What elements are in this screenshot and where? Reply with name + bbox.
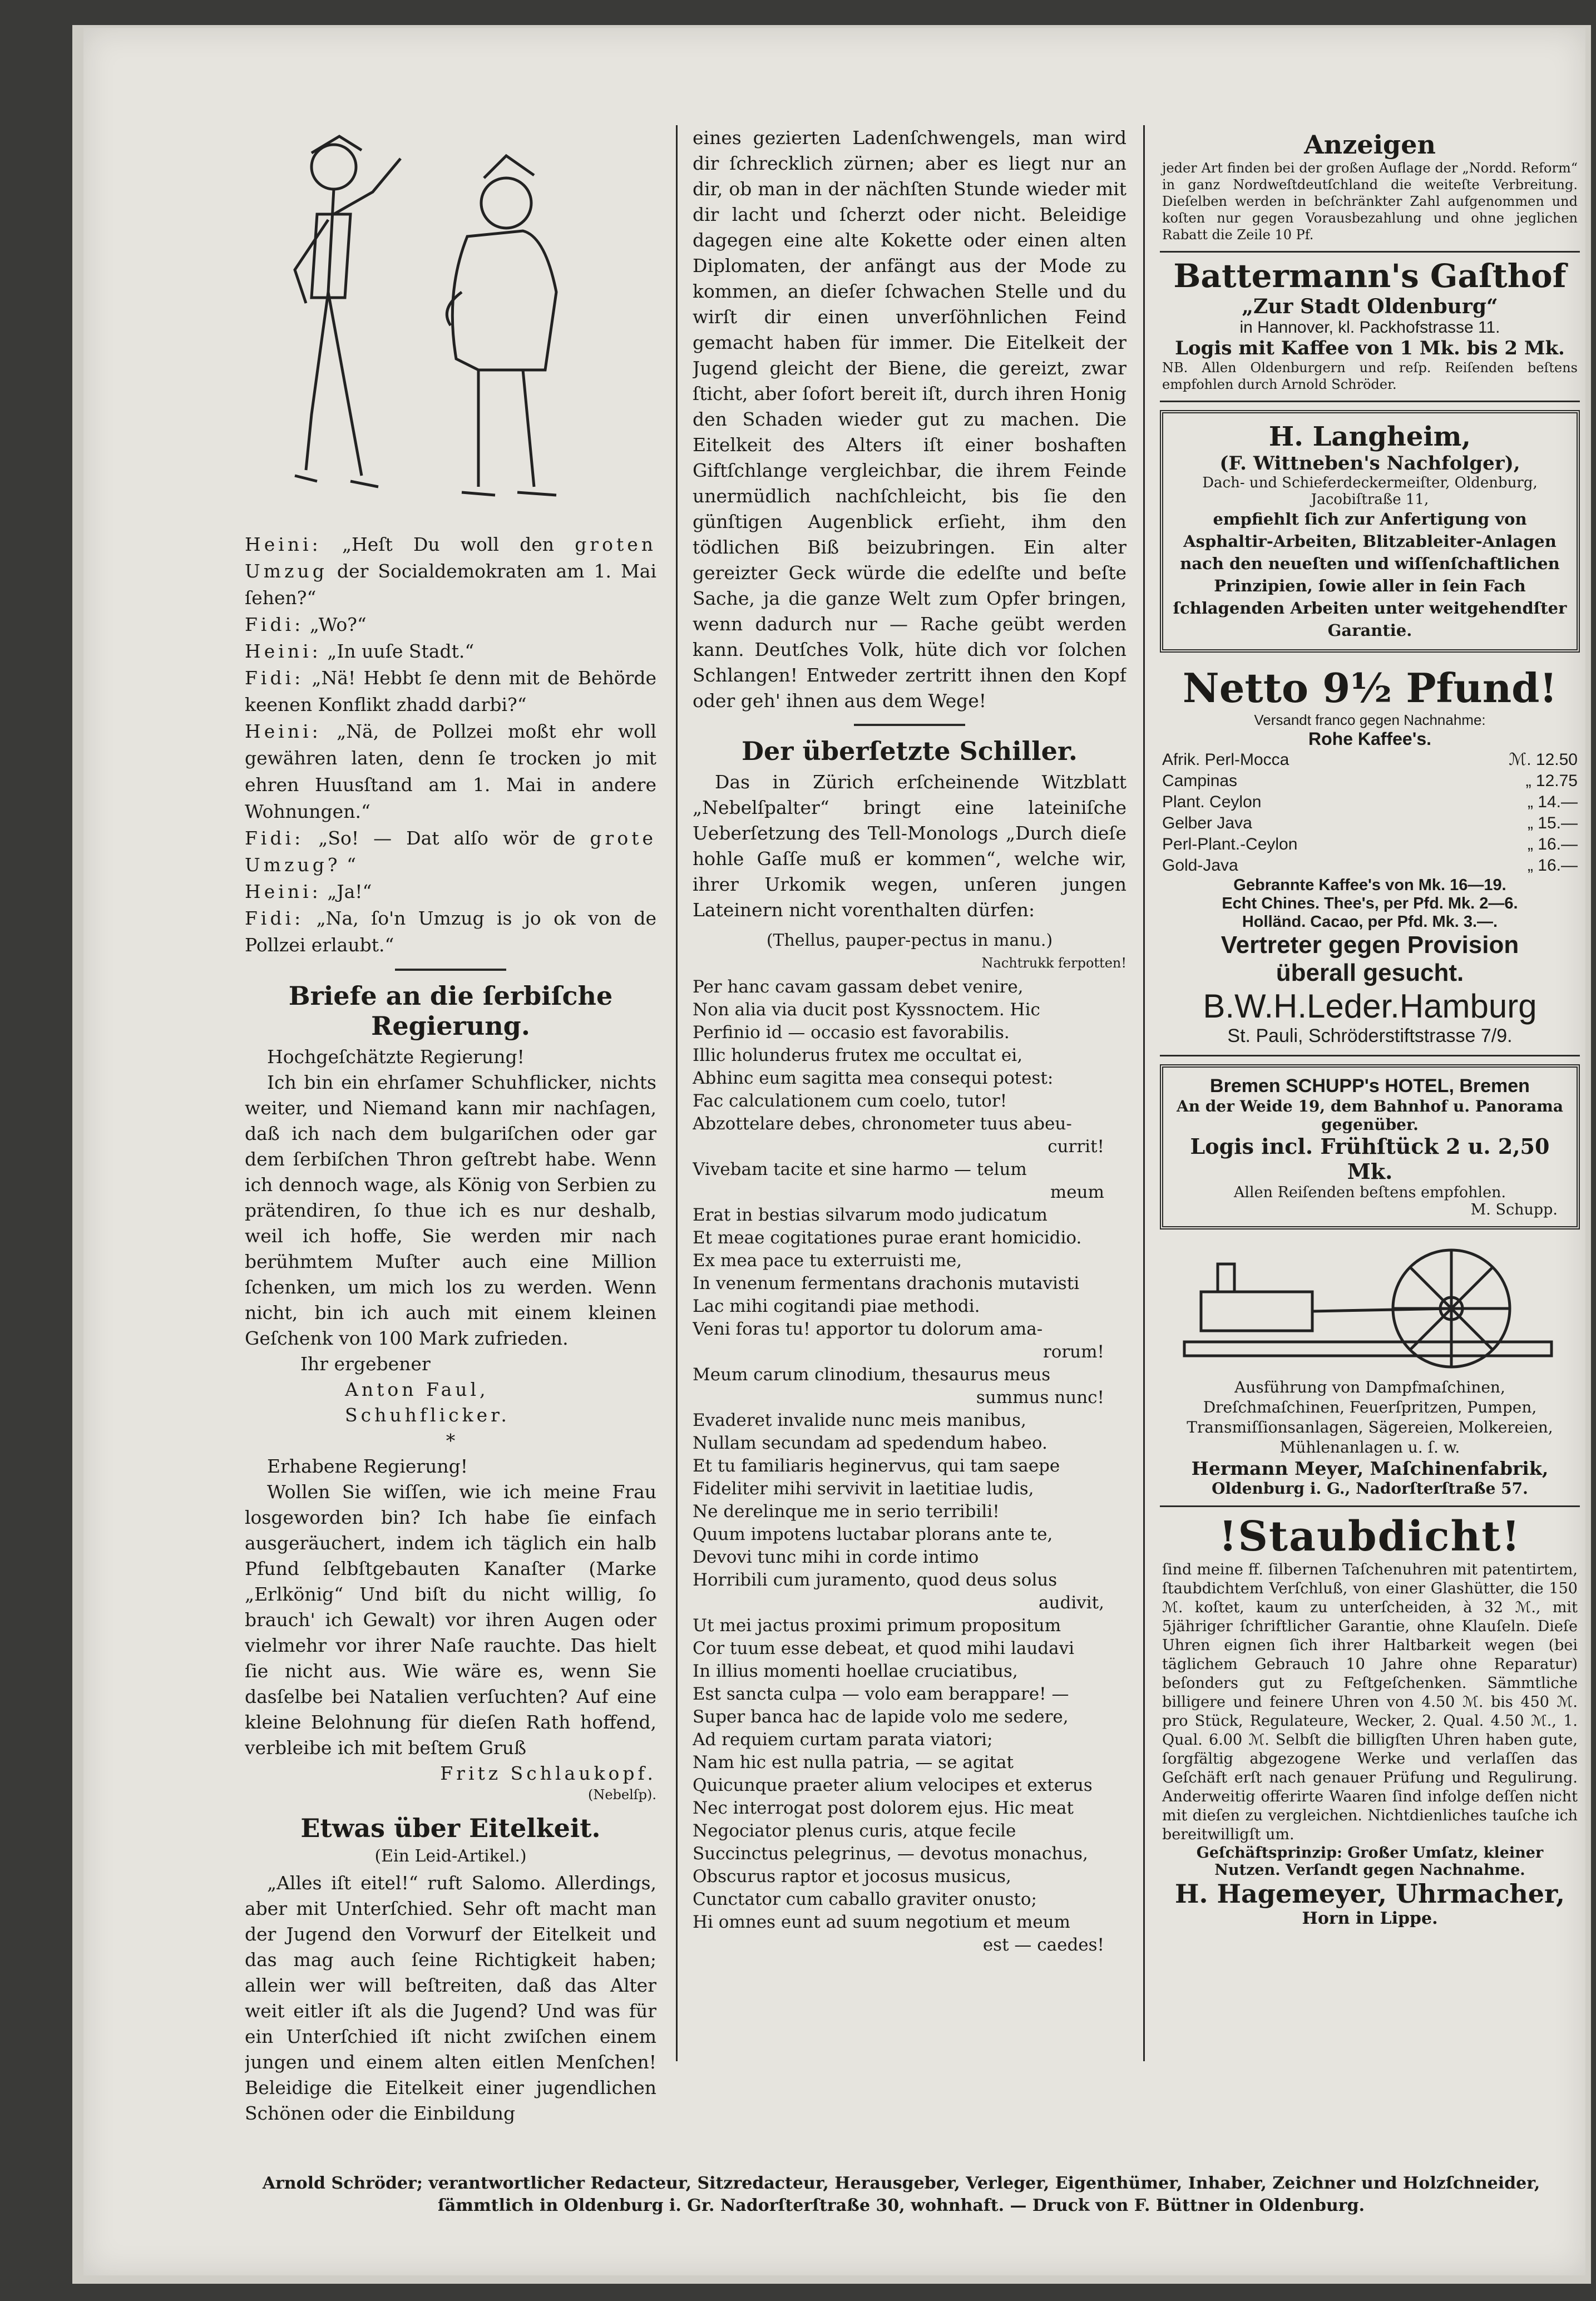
ad-hagemeyer-watches [1160, 1507, 1580, 1934]
serbian-letters-title: Briefe an die ſerbiſche Regierung. [288, 981, 613, 1041]
speaker-name: Fidi: [245, 827, 304, 849]
announcements-title: Anzeigen [1304, 130, 1436, 160]
staubdicht-text: ſind meine ff. ſilbernen Taſchenuhren mit patentirtem, ſtaubdichtem Verſchluß, von einer Glashütter, die 150 ℳ. koſtet, kaum zu unterſcheiden, à 32 ℳ., mit 5jähriger ſchriftlicher Garantie, ohne Klauſeln. Dieſe Uhren eignen ſich ihrer Haltbarkeit wegen (bei täglichem Gebrauch 10 Jahre ohne Reparatur) beſonders gut zu Feſtgeſchenken. Sämmtliche billigere und feinere Uhren von 4.50 ℳ. bis 450 ℳ. pro Stück, Regulateure, Wecker, 2. Qual. 4.50 ℳ., 1. Qual. 6.00 ℳ. Selbſt die billigſten Uhren haben gute, ſorgfältig abgezogene Werke und verlaſſen das Geſchäft erſt nach genauer Prüfung und Regulirung. Anderweitig offerirte Waaren ſind infolge deſſen nicht mit dieſen zu vergleichen. Nichtdienliches tauſche ich bereitwilligſt um. [1162, 1561, 1578, 1843]
coffee-name: Plant. Ceylon [1162, 793, 1262, 811]
poem-line: Ut mei jactus proximi primum propositum [693, 1616, 1061, 1636]
poem-line: Vivebam tacite et sine harmo — telum [693, 1159, 1027, 1179]
poem-line: Veni foras tu! apportor tu dolorum ama- [693, 1319, 1043, 1339]
serbian-salutation: Hochgeſchätzte Regierung! [267, 1046, 525, 1068]
letter-closing: Ihr ergebener [300, 1353, 431, 1375]
dialogue-text: „Ja!“ [327, 881, 372, 902]
ad-schupp-hotel [1160, 1064, 1580, 1229]
ad-langheim [1160, 410, 1580, 653]
letter-signature-1: Anton Faul, Schuhflicker. [345, 1379, 510, 1426]
dialogue-line [245, 611, 656, 638]
dialogue-line [245, 878, 656, 905]
poem-line: Evaderet invalide nunc meis manibus, [693, 1410, 1026, 1430]
poem-line: Ad requiem curtam parata viatori; [693, 1730, 993, 1750]
announcements-text: jeder Art finden bei der großen Auflage der „Nordd. Reform“ in ganz Nordweſtdeutſchland die weiteſte Verbreitung. Dieſelben werden in beſchränkter Zahl aufgenommen und koſten nur gegen Vorausbezahlung und ohne jeglichen Rabatt die Zeile 10 Pf. [1162, 160, 1578, 243]
poem-line: Horribili cum juramento, quod deus solus [693, 1570, 1058, 1590]
ad-meyer-engines [1160, 1237, 1580, 1507]
dialogue-text: „Heſt Du woll den [342, 534, 555, 555]
speaker-name: Fidi: [245, 667, 304, 689]
poem-line: meum [1050, 1182, 1104, 1202]
langheim-name: H. Langheim, [1268, 421, 1471, 452]
battermann-title: Battermann's Gaſthof [1173, 257, 1567, 295]
poem-line: Perfinio id — occasio est favorabilis. [693, 1023, 1010, 1043]
ad-leder-coffee [1160, 660, 1580, 1056]
poem-line: Per hanc cavam gassam debet venire, [693, 977, 1024, 997]
coffee-price: „ 15.— [1527, 814, 1578, 832]
poem-line: currit! [1047, 1137, 1104, 1157]
coffee-name: Afrik. Perl-Mocca [1162, 750, 1289, 769]
hotel-address: An der Weide 19, dem Bahnhof u. Panorama gegenüber. [1176, 1097, 1564, 1134]
coffee-price: „ 12.75 [1525, 772, 1578, 790]
battermann-address: in Hannover, kl. Packhofstrasse 11. [1239, 318, 1500, 337]
poem-line: Meum carum clinodium, thesaurus meus [693, 1365, 1051, 1385]
cartoon-illustration [245, 125, 656, 531]
coffee-row [1162, 792, 1578, 813]
netto-cacao: Holländ. Cacao, per Pfd. Mk. 3.—. [1242, 913, 1498, 931]
poem-line: Cor tuum esse debeat, et quod mihi laudavi [693, 1638, 1075, 1658]
dialogue-text: „In uuſe Stadt.“ [327, 640, 475, 662]
poem-line: Succinctus pelegrinus, — devotus monachus, [693, 1844, 1088, 1864]
engine-address: Oldenburg i. G., Nadorſterſtraße 57. [1212, 1479, 1528, 1498]
poem-line: Cunctator cum caballo graviter onusto; [693, 1889, 1037, 1909]
poem-line: est — caedes! [982, 1935, 1104, 1955]
poem-line: Fideliter mihi servivit in laetitiae ludis, [693, 1479, 1034, 1499]
poem-line: Quicunque praeter alium velocipes et exterus [693, 1775, 1093, 1795]
langheim-successor: (F. Wittneben's Nachfolger), [1219, 452, 1520, 475]
poem-line: Illic holunderus frutex me occultat ei, [693, 1045, 1023, 1065]
poem-line: Et tu familiaris heginervus, qui tam saepe [693, 1456, 1060, 1476]
poem-line: Non alia via ducit post Kyssnoctem. Hic [693, 1000, 1040, 1020]
schiller-article-title: Der überſetzte Schiller. [742, 736, 1078, 766]
dialogue-emphasis: grote Umzug? [245, 827, 656, 876]
dialogue-line [245, 718, 656, 825]
vanity-article-title: Etwas über Eitelkeit. [300, 1813, 601, 1843]
poem-line: Negociator plenus curis, atque fecile [693, 1821, 1016, 1841]
netto-title: Netto 9½ Pfund! [1182, 664, 1558, 712]
battermann-note: NB. Allen Oldenburgern und reſp. Reiſenden beſtens empfohlen durch Arnold Schröder. [1162, 360, 1578, 392]
poem-note: Nachtrukk ferpotten! [981, 955, 1126, 971]
poem-line: Erat in bestias silvarum modo judicatum [693, 1205, 1047, 1225]
poem-line: In venenum fermentans drachonis mutavisti [693, 1273, 1080, 1293]
coffee-price: ℳ. 12.50 [1509, 750, 1578, 769]
engine-text: Ausführung von Dampfmaſchinen, Dreſchmaſchinen, Feuerſpritzen, Pumpen, Transmiſſionsanlagen, Sägereien, Molkereien, Mühlenanlagen u. ſ. w. [1187, 1378, 1553, 1456]
poem-line: Hi omnes eunt ad suum negotium et meum [693, 1912, 1070, 1932]
dialogue-text: „Na, ſo'n Umzug is jo ok von de Pollzei erlaubt.“ [245, 907, 656, 956]
staubdicht-title: !Staubdicht! [1219, 1513, 1521, 1561]
coffee-name: Gelber Java [1162, 814, 1252, 832]
netto-shipping: Versandt franco gegen Nachnahme: [1254, 712, 1486, 728]
poem-line: audivit, [1039, 1593, 1104, 1613]
serbian-salutation-2: Erhabene Regierung! [267, 1455, 468, 1477]
poem-line: Devovi tunc mihi in corde intimo [693, 1547, 979, 1567]
coffee-name: Gold-Java [1162, 856, 1238, 875]
engine-firm: Hermann Meyer, Maſchinenfabrik, [1191, 1458, 1549, 1479]
ad-announcements [1160, 125, 1580, 253]
poem-line: Nullam secundam ad spedendum habeo. [693, 1433, 1047, 1453]
dialogue-line [245, 905, 656, 959]
coffee-row [1162, 834, 1578, 855]
right-column [1160, 125, 1580, 2178]
letter-source: (Nebelſp). [587, 1787, 656, 1803]
speaker-name: Fidi: [245, 614, 304, 635]
dialogue-line [245, 825, 656, 878]
poem-line: Abzottelare debes, chronometer tuus abeu- [693, 1114, 1072, 1134]
dialogue-line [245, 638, 656, 665]
netto-agents: Vertreter gegen Provision [1221, 931, 1519, 959]
column-rule [1143, 125, 1145, 2061]
poem-line: Abhinc eum sagitta mea consequi potest: [693, 1068, 1054, 1088]
hotel-price: Logis incl. Frühſtück 2 u. 2,50 Mk. [1190, 1134, 1550, 1184]
poem-line: Lac mihi cogitandi piae methodi. [693, 1296, 980, 1316]
vanity-article-subtitle: (Ein Leid-Artikel.) [374, 1846, 527, 1866]
serbian-letter-1: Ich bin ein ehrſamer Schuhflicker, nichts weiter, und Niemand kann mir nachſagen, daß ich nach dem bulgariſchen oder gar dem ſerbiſchen Thron geſtrebt habe. Wenn ich dennoch wage, als König von Serbien zu prätendiren, ſo thue ich es nur deshalb, weil ich hoffe, Sie werden mir nach berühmtem Muſter auch eine Million ſchenken, um mich los zu werden. Wenn nicht, bin ich auch mit einem kleinen Geſchenk von 100 Mark zufrieden. [245, 1072, 656, 1349]
poem-line: Fac calculationem cum coelo, tutor! [693, 1091, 1007, 1111]
poem-line: Obscurus raptor et jocosus musicus, [693, 1867, 1011, 1887]
dialogue-text: „Nä! Hebbt ſe denn mit de Behörde keenen Konflikt zhadd darbi?“ [245, 667, 656, 715]
dialogue-text: „So! — Dat alſo wör de [318, 827, 576, 849]
dialogue-emphasis: groten Umzug [245, 534, 656, 582]
left-column [245, 125, 656, 2178]
middle-column [693, 125, 1126, 2178]
steam-engine-image [1162, 1242, 1574, 1375]
speaker-name: Heini: [245, 534, 322, 555]
poem-line: Nec interrogat post dolorem ejus. Hic meat [693, 1798, 1074, 1818]
vanity-article-body: „Alles iſt eitel!“ ruft Salomo. Allerdings, aber mit Unterſchied. Sehr oft macht man der Jugend den Vorwurf der Eitelkeit und das mag auch ſeine Richtigkeit haben; allein wer will beſtreiten, daß das Alter weit eitler iſt als die Jugend? Und was für ein Unterſchied iſt nicht zwiſchen einem jungen und einem alten eitlen Menſchen! Beleidige die Eitelkeit einer jugendlichen Schönen oder die Einbildung [245, 1872, 656, 2124]
column-rule [676, 125, 678, 2061]
hotel-signature: M. Schupp. [1470, 1201, 1558, 1218]
letter-signature-2: Fritz Schlaukopf. [440, 1762, 656, 1784]
poem-line: Quum impotens luctabar plorans ante te, [693, 1524, 1053, 1544]
schiller-intro: Das in Zürich erſcheinende Witzblatt „Nebelſpalter“ bringt eine lateiniſche Ueberſetzung des Tell-Monologs „Durch dieſe hohle Gaſſe muß er kommen“, welche wir, ihrer Urkomik wegen, unſeren jungen Lateinern nicht vorenthalten dürfen: [693, 771, 1126, 921]
poem-line: In illius momenti hoellae cruciatibus, [693, 1661, 1018, 1681]
dialogue-line [245, 665, 656, 718]
dialogue-text: der Socialdemokraten am 1. Mai ſehen?“ [245, 560, 656, 609]
separator-star: * [446, 1430, 456, 1451]
coffee-price-list [1162, 749, 1578, 876]
speaker-name: Heini: [245, 640, 322, 662]
poem-line: summus nunc! [976, 1387, 1104, 1408]
vanity-article-continuation: eines gezierten Ladenſchwengels, man wird dir ſchrecklich zürnen; aber es liegt nur an dir, ob man in der nächſten Stunde wieder mit dir lacht und ſcherzt oder nicht. Beleidige dagegen eine alte Kokette oder einen alten Diplomaten, der anfängt aus der Mode zu kommen, an dieſer ſchwachen Stelle und du wirſt dir einen unverſöhnlichen Feind gemacht haben für immer. Die Eitelkeit der Jugend gleicht der Biene, die gereizt, zwar ſticht, aber ſofort bereit iſt, durch ihren Honig den Schaden wieder gut zu machen. Die Eitelkeit des Alters iſt einer boshaften Giftſchlange vergleichbar, die ihrem Feinde unermüdlich nachſchleicht, bis ſie den günſtigen Augenblick erſieht, ihm den tödlichen Biß beizubringen. Ein alter gereizter Geck würde die edelſte und beſte Sache, ja die ganze Welt zum Opfer bringen, wenn dadurch nur — Rache geübt werden kann. Deutſches Volk, hüte dich vor ſolchen Schlangen! Entweder zertritt ihnen den Kopf oder geh' ihnen aus dem Wege! [693, 127, 1126, 712]
netto-wanted: überall gesucht. [1276, 959, 1464, 986]
battermann-price: Logis mit Kaffee von 1 Mk. bis 2 Mk. [1175, 337, 1565, 359]
speaker-name: Fidi: [245, 907, 304, 929]
dialogue-text: „Wo?“ [309, 614, 367, 635]
coffee-price: „ 14.— [1527, 793, 1578, 811]
section-rule [854, 724, 965, 726]
poem-line: Et meae cogitationes purae erant homicidio. [693, 1228, 1082, 1248]
netto-address-district: St. Pauli, [1227, 1025, 1303, 1046]
langheim-text: empfiehlt ſich zur Anfertigung von Asphaltir-Arbeiten, Blitzableiter-Anlagen nach den neueſten und wiſſenſchaftlichen Prinzipien, ſowie aller in ſein Fach ſchlagenden Arbeiten unter weitgehendſter Garantie. [1173, 510, 1567, 640]
latin-poem [693, 976, 1126, 1957]
coffee-row [1162, 855, 1578, 876]
imprint-footer: Arnold Schröder; verantwortlicher Redacteur, Sitzredacteur, Herausgeber, Verleger, Eigenthümer, Inhaber, Zeichner und Holzſchneider, ſämmtlich in Oldenburg i. Gr. Nadorſterſtraße 30, wohnhaft. — Druck von F. Büttner in Oldenburg. [262, 2174, 1540, 2215]
poem-line: Nam hic est nulla patria, — se agitat [693, 1752, 1014, 1772]
ad-battermann [1160, 253, 1580, 402]
speaker-name: Heini: [245, 720, 322, 742]
dialogue-text: „Nä, de Pollzei moßt ehr woll gewähren laten, denn ſe trocken jo mit ehren Huusſtand am 1. Mai in andere Wohnungen.“ [245, 720, 656, 822]
netto-roasted: Gebrannte Kaffee's von Mk. 16—19. [1233, 876, 1506, 894]
poem-line: Ex mea pace tu exterruisti me, [693, 1251, 962, 1271]
coffee-row [1162, 813, 1578, 834]
coffee-price: „ 16.— [1527, 835, 1578, 853]
hotel-recommend: Allen Reiſenden beſtens empfohlen. [1233, 1184, 1506, 1201]
netto-heading: Rohe Kaffee's. [1308, 729, 1431, 749]
dialogue-text: “ [347, 854, 356, 876]
coffee-row [1162, 749, 1578, 771]
coffee-row [1162, 771, 1578, 792]
hotel-title: Bremen SCHUPP's HOTEL, Bremen [1210, 1075, 1530, 1097]
cartoon-two-men-image [245, 125, 656, 531]
netto-address-street: Schröderstiftstrasse 7/9. [1308, 1025, 1513, 1046]
poem-line: rorum! [1042, 1342, 1104, 1362]
battermann-subtitle: „Zur Stadt Oldenburg“ [1242, 295, 1498, 318]
coffee-name: Campinas [1162, 772, 1238, 790]
langheim-street: Jacobiſtraße 11, [1311, 491, 1429, 508]
staubdicht-place: Horn in Lippe. [1302, 1909, 1438, 1928]
poem-line: Ne derelinque me in serio terribili! [693, 1502, 1000, 1522]
poem-line: Super banca hac de lapide volo me sedere, [693, 1707, 1069, 1727]
poem-line: Est sancta culpa — volo eam berappare! — [693, 1684, 1069, 1704]
staubdicht-principle: Geſchäftsprinzip: Großer Umſatz, kleiner Nutzen. Verſandt gegen Nachnahme. [1196, 1844, 1544, 1879]
coffee-price: „ 16.— [1527, 856, 1578, 875]
dialogue-line [245, 531, 656, 611]
langheim-trade: Dach- und Schieferdeckermeiſter, Oldenburg, [1202, 475, 1538, 491]
speaker-name: Heini: [245, 881, 322, 902]
staubdicht-firm: H. Hagemeyer, Uhrmacher, [1175, 1879, 1565, 1909]
serbian-letter-2: Wollen Sie wiſſen, wie ich meine Frau losgeworden bin? Ich habe ſie einfach ausgeräuchert, indem ich täglich ein halb Pfund ſelbſtgebauten Kanaſter (Marke „Erlkönig“ Und biſt du nicht willig, ſo brauch' ich Gewalt) vor ihren Augen oder vielmehr vor ihrer Naſe rauchte. Das hielt ſie nicht aus. Wie wäre es, wenn Sie dasſelbe bei Natalien verſuchten? Auf eine kleine Belohnung für dieſen Rath hoffend, verbleibe ich mit beſtem Gruß [245, 1481, 656, 1759]
coffee-name: Perl-Plant.-Ceylon [1162, 835, 1298, 853]
netto-tea: Echt Chines. Thee's, per Pfd. Mk. 2—6. [1222, 895, 1518, 912]
poem-title: (Thellus, pauper-pectus in manu.) [766, 931, 1053, 950]
section-rule [395, 969, 506, 971]
netto-firm: B.W.H.Leder.Hamburg [1203, 987, 1537, 1025]
